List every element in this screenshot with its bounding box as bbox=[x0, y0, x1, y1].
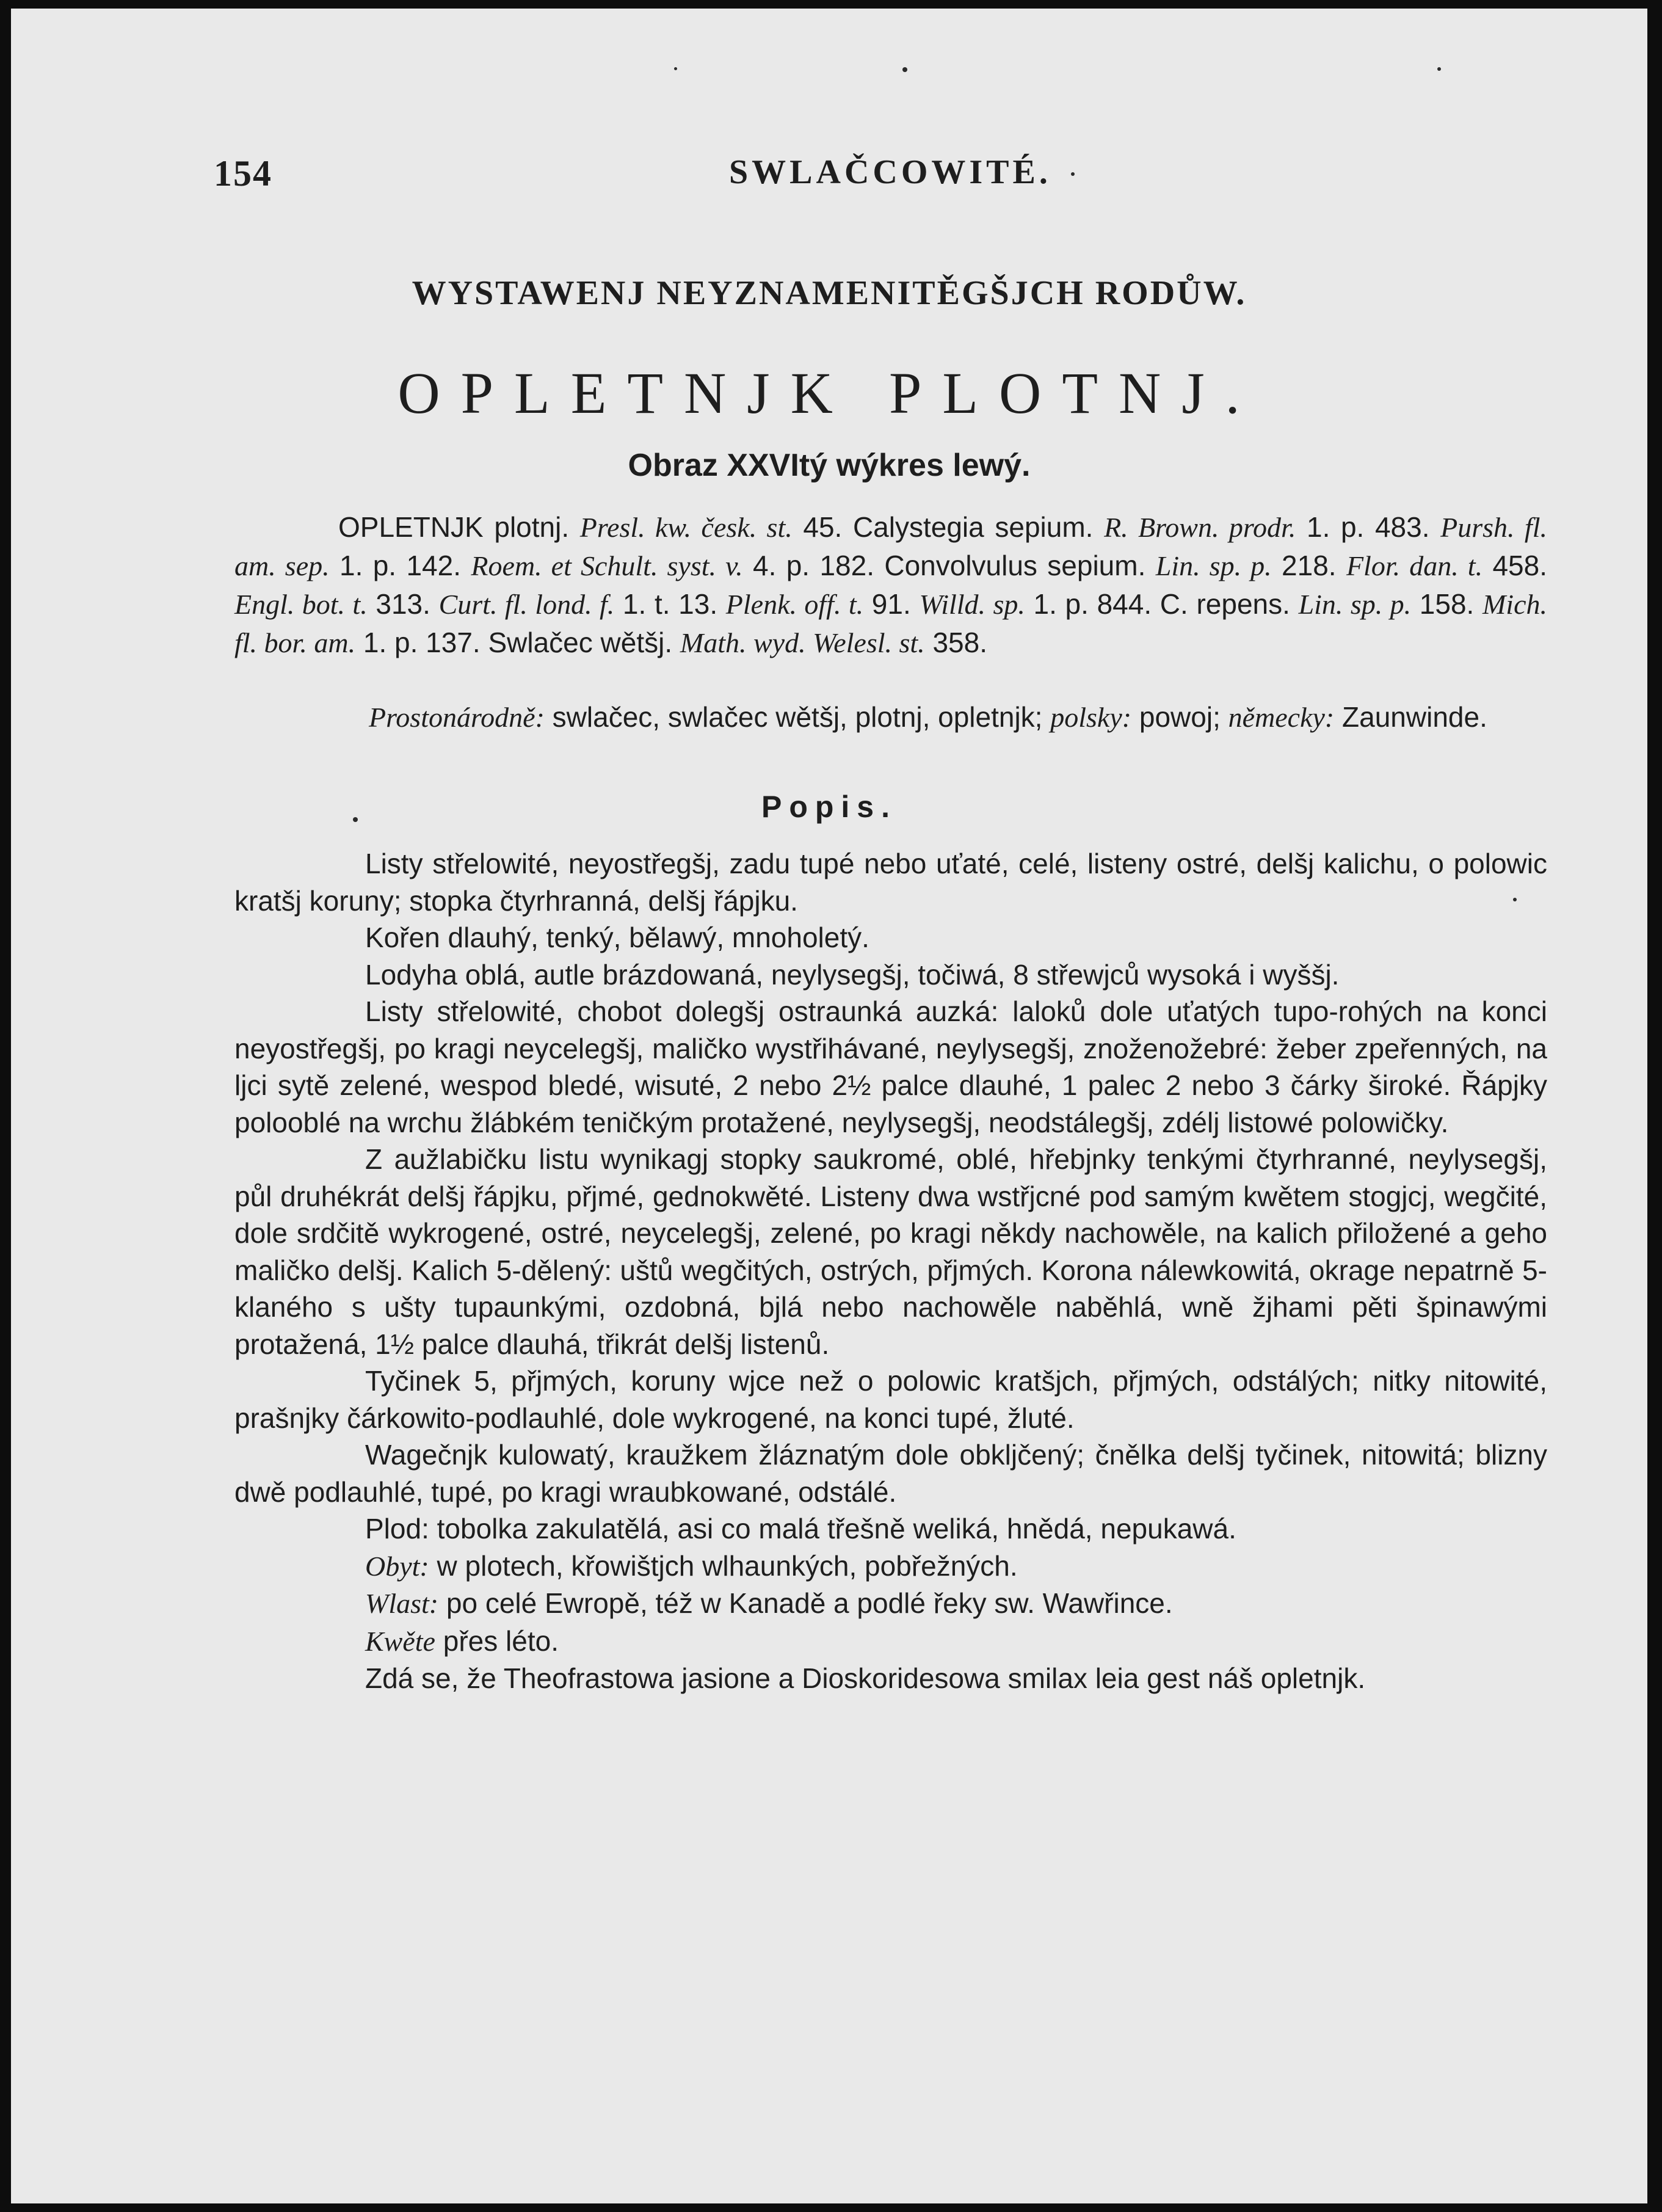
page-number: 154 bbox=[214, 153, 272, 194]
running-title: SWLAČCOWITÉ. bbox=[729, 153, 1051, 191]
section-heading: WYSTAWENJ NEYZNAMENITĚGŠJCH RODŮW. bbox=[412, 274, 1247, 312]
description-paragraph: Z aužlabičku listu wynikagj stopky saukromé, oblé, hřebjnky tenkými čtyrhranné, neylysegšj, půl druhékrát delšj řápjku, přjmé, gednokwěté. Listeny dwa wstřjcné pod samým kwětem stogjcj, wegčité, dole srdčitě wykrogené, ostré, neycelegšj, zelené, po kragi někdy nachowěle, na kalich přiložené a geho maličko delšj. Kalich 5-dělený: uštů wegčitých, ostrých, přjmých. Korona nálewkowitá, okrage nepatrně 5-klaného s ušty tupaunkými, ozdobná, bjlá nebo nachowěle naběhlá, wně žjhami pěti špinawými protažená, 1½ palce dlauhá, třikrát delšj listenů. bbox=[234, 1143, 1547, 1360]
vernacular-german-name: Zaunwinde. bbox=[1334, 701, 1487, 733]
citation-reference: Roem. et Schult. syst. v. bbox=[471, 550, 743, 581]
citation-reference: Lin. sp. p. bbox=[1155, 550, 1272, 581]
vernacular-czech-names: swlačec, swlačec wětšj, plotnj, opletnjk; bbox=[544, 701, 1051, 733]
citation-reference: Pursh. fl. am. sep. bbox=[234, 512, 1547, 581]
synonymy-segment: 1. p. 844. C. repens. bbox=[1025, 588, 1299, 620]
description-paragraph: Plod: tobolka zakulatělá, asi co malá třešně weliká, hnědá, nepukawá. bbox=[365, 1513, 1236, 1544]
note-label: Obyt: bbox=[365, 1550, 429, 1582]
description-paragraph: Listy střelowité, chobot dolegšj ostraunká auzká: laloků dole uťatých tupo-rohých na konci neyostřegšj, po kragi neycelegšj, maličko wystřihávané, neylysegšj, znoženožebré: žeber zpeřenných, na ljci sytě zelené, wespod bledé, wisuté, 2 nebo 2½ palce dlauhé, 1 palec 2 nebo 3 čárky široké. Řápjky polooblé na wrchu žlábkém teničkým protažené, neylysegšj, neodstálegšj, zdélj listowé polowičky. bbox=[234, 995, 1547, 1138]
page-header bbox=[11, 153, 1647, 202]
citation-reference: Willd. sp. bbox=[919, 589, 1025, 620]
description-paragraph: Tyčinek 5, přjmých, koruny wjce než o polowic kratšjch, přjmých, odstálých; nitky nitowité, prašnjky čárkowito-podlauhlé, dole wykrogené, na konci tupé, žluté. bbox=[234, 1365, 1547, 1434]
synonymy-segment: 1. t. 13. bbox=[614, 588, 726, 620]
synonymy-segment: 45. Calystegia sepium. bbox=[792, 511, 1105, 543]
synonymy-segment: 218. bbox=[1271, 550, 1346, 581]
genus-title: OPLETNJK PLOTNJ. bbox=[397, 360, 1261, 426]
plate-reference: Obraz XXVItý wýkres lewý. bbox=[628, 448, 1031, 483]
note-text: w plotech, křowištjch wlhaunkých, pobřežných. bbox=[429, 1549, 1018, 1582]
paper-speck bbox=[1513, 898, 1517, 901]
paper-speck bbox=[353, 817, 358, 822]
description-paragraph: Lodyha oblá, autle brázdowaná, neylysegšj, točiwá, 8 střewjců wysoká i wyššj. bbox=[365, 958, 1340, 991]
note-label: Kwěte bbox=[365, 1625, 435, 1657]
flowering-note bbox=[234, 1623, 1547, 1661]
synonymy-segment: 4. p. 182. Convolvulus sepium. bbox=[742, 550, 1156, 581]
citation-reference: R. Brown. prodr. bbox=[1104, 512, 1296, 543]
citation-reference: Lin. sp. p. bbox=[1298, 589, 1412, 620]
citation-reference: Plenk. off. t. bbox=[725, 589, 864, 620]
description-paragraph: Listy střelowité, neyostřegšj, zadu tupé nebo uťaté, celé, listeny ostré, delšj kalichu, o polowic kratšj koruny; stopka čtyrhranná, delšj řápjku. bbox=[234, 848, 1547, 917]
note-text: po celé Ewropě, též w Kanadě a podlé řeky sw. Wawřince. bbox=[438, 1587, 1173, 1619]
synonymy-segment: 91. bbox=[863, 588, 920, 620]
paper-speck bbox=[1071, 172, 1075, 176]
vernacular-label: Prostonárodně: bbox=[369, 702, 545, 733]
citation-reference: Mich. fl. bor. am. bbox=[234, 589, 1547, 658]
citation-reference: Curt. fl. lond. f. bbox=[438, 589, 615, 620]
description-paragraph: Wagečnjk kulowatý, kraužkem žláznatým dole obkljčený; čnělka delšj tyčinek, nitowitá; blizny dwě podlauhlé, tupé, po kragi wraubkowané, odstálé. bbox=[234, 1439, 1547, 1508]
synonymy-segment: 313. bbox=[367, 588, 439, 620]
paper-speck bbox=[674, 67, 677, 70]
synonymy-segment: OPLETNJK plotnj. bbox=[338, 511, 580, 543]
habitat-note bbox=[234, 1548, 1547, 1585]
book-page bbox=[11, 9, 1647, 2203]
paper-speck bbox=[1437, 67, 1441, 71]
vernacular-polish-name: powoj; bbox=[1131, 701, 1228, 733]
distribution-note bbox=[234, 1585, 1547, 1623]
vernacular-german-label: německy: bbox=[1228, 702, 1335, 733]
citation-reference: Flor. dan. t. bbox=[1346, 550, 1483, 581]
citation-reference: Presl. kw. česk. st. bbox=[579, 512, 793, 543]
closing-remark: Zdá se, že Theofrastowa jasione a Dioskoridesowa smilax leia gest náš opletnjk. bbox=[365, 1662, 1366, 1694]
description-heading: Popis. bbox=[761, 790, 898, 824]
synonymy-segment: 458. bbox=[1482, 550, 1547, 581]
citation-reference: Engl. bot. t. bbox=[234, 589, 368, 620]
synonymy-text bbox=[234, 511, 1547, 658]
note-text: přes léto. bbox=[435, 1624, 559, 1657]
vernacular-polish-label: polsky: bbox=[1050, 702, 1132, 733]
note-label: Wlast: bbox=[365, 1588, 439, 1619]
synonymy-segment: 358. bbox=[924, 627, 987, 658]
paper-speck bbox=[902, 67, 907, 72]
description-paragraph: Kořen dlauhý, tenký, bělawý, mnoholetý. bbox=[365, 922, 869, 953]
synonymy-segment: 158. bbox=[1411, 588, 1482, 620]
synonymy-segment: 1. p. 137. Swlačec wětšj. bbox=[355, 627, 680, 658]
synonymy-segment: 1. p. 142. bbox=[329, 550, 471, 581]
synonymy-paragraph bbox=[234, 508, 1547, 662]
synonymy-segment: 1. p. 483. bbox=[1296, 511, 1441, 543]
description-body bbox=[234, 845, 1547, 1697]
citation-reference: Math. wyd. Welesl. st. bbox=[680, 627, 925, 658]
vernacular-names bbox=[234, 697, 1547, 737]
